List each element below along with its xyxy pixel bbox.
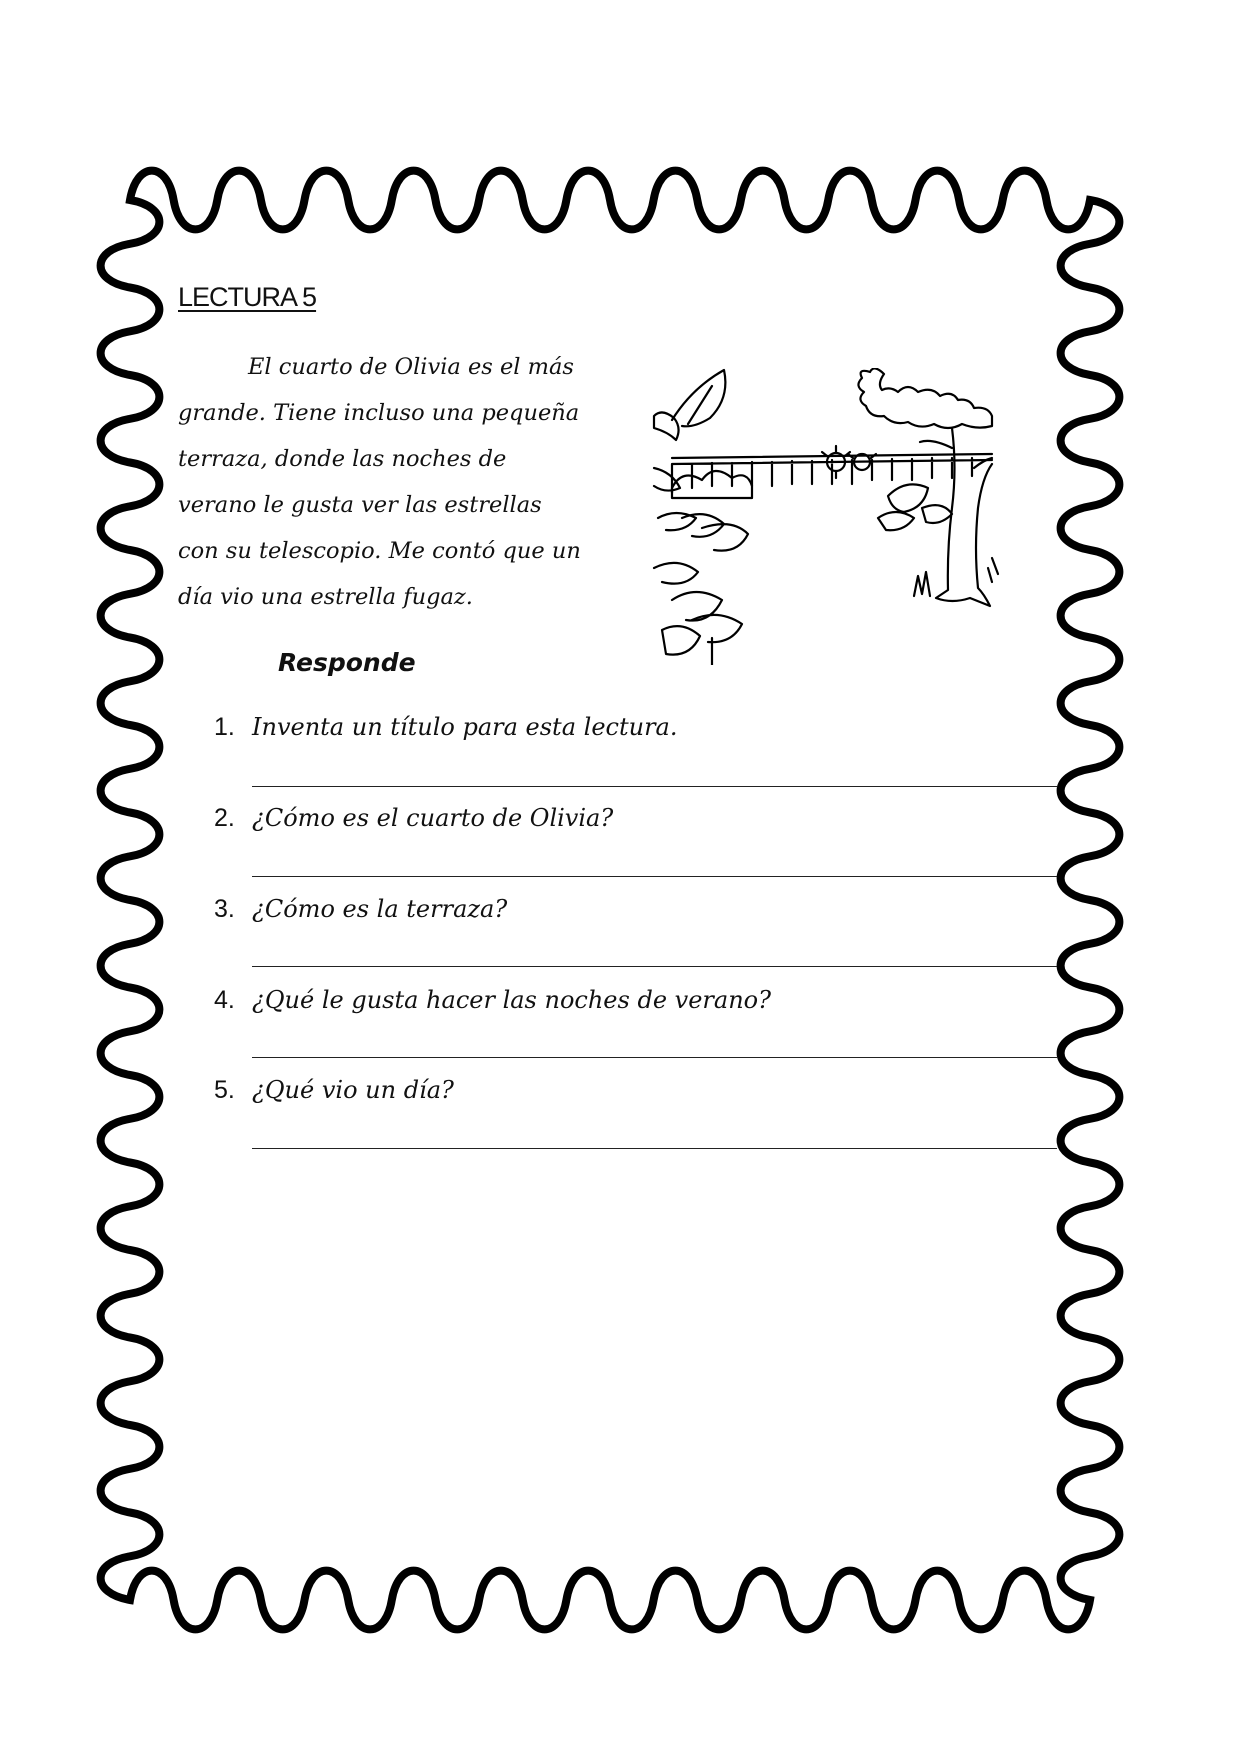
reading-line: con su telescopio. Me contó que un	[178, 538, 581, 564]
question-1: 1. Inventa un título para esta lectura.	[214, 713, 678, 741]
reading-line: grande. Tiene incluso una pequeña	[178, 400, 580, 426]
answer-line-5[interactable]	[252, 1148, 1057, 1149]
responde-heading: Responde	[278, 648, 416, 677]
answer-line-4[interactable]	[252, 1057, 1057, 1058]
question-4: 4. ¿Qué le gusta hacer las noches de verano?	[214, 986, 771, 1014]
grass	[914, 558, 998, 596]
reading-line: verano le gusta ver las estrellas	[178, 492, 542, 518]
answer-line-2[interactable]	[252, 876, 1057, 877]
question-2: 2. ¿Cómo es el cuarto de Olivia?	[214, 804, 614, 832]
reading-title: LECTURA 5	[178, 282, 317, 312]
fence	[672, 454, 992, 493]
reading-line: día vio una estrella fugaz.	[178, 584, 473, 610]
leaf-plant-top	[654, 370, 725, 440]
reading-line: El cuarto de Olivia es el más	[248, 354, 574, 380]
reading-line: terraza, donde las noches de	[178, 446, 507, 472]
question-3: 3. ¿Cómo es la terraza?	[214, 895, 508, 923]
question-5: 5. ¿Qué vio un día?	[214, 1076, 454, 1104]
answer-line-1[interactable]	[252, 786, 1057, 787]
garden-illustration	[652, 368, 1044, 665]
answer-line-3[interactable]	[252, 966, 1057, 967]
foliage-center	[878, 484, 952, 530]
reading-text	[178, 344, 643, 620]
tree-canopy	[858, 368, 992, 428]
